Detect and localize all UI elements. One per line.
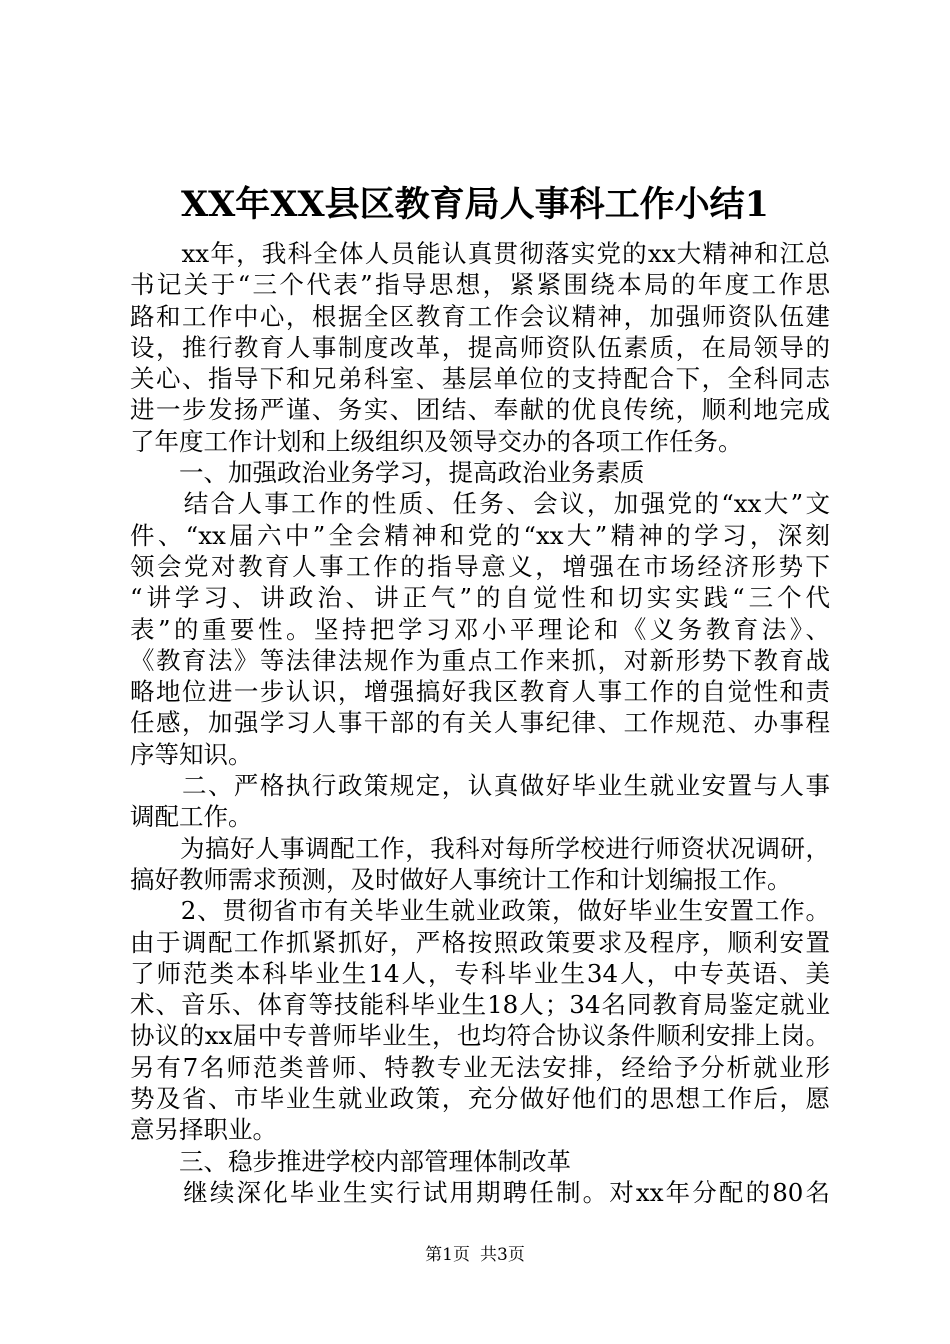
text-line: 路和工作中心，根据全区教育工作会议精神，加强师资队伍建 (130, 301, 830, 331)
text-line: 领会党对教育人事工作的指导意义，增强在市场经济形势下 (130, 551, 830, 581)
text-line: 继续深化毕业生实行试用期聘任制。对xx年分配的80名 (130, 1177, 830, 1207)
text-line: 进一步发扬严谨、务实、团结、奉献的优良传统，顺利地完成 (130, 395, 830, 425)
text-line: 调配工作。 (130, 802, 253, 832)
text-line: 二、严格执行政策规定，认真做好毕业生就业安置与人事 (130, 771, 830, 801)
text-line: 略地位进一步认识，增强搞好我区教育人事工作的自觉性和责 (130, 677, 830, 707)
text-line: 了师范类本科毕业生14人，专科毕业生34人，中专英语、美 (130, 958, 830, 988)
text-line: 势及省、市毕业生就业政策，充分做好他们的思想工作后，愿 (130, 1084, 830, 1114)
text-line: 结合人事工作的性质、任务、会议，加强党的“xx大”文 (130, 489, 830, 519)
document-body (130, 238, 830, 1208)
text-line: 搞好教师需求预测，及时做好人事统计工作和计划编报工作。 (130, 864, 792, 894)
page-number: 第1页 (425, 1245, 470, 1265)
text-line: 关心、指导下和兄弟科室、基层单位的支持配合下，全科同志 (130, 364, 830, 394)
text-line: 书记关于“三个代表”指导思想，紧紧围绕本局的年度工作思 (130, 270, 830, 300)
text-line: 《教育法》等法律法规作为重点工作来抓，对新形势下教育战 (130, 645, 830, 675)
text-line: “讲学习、讲政治、讲正气”的自觉性和切实实践“三个代 (130, 583, 830, 613)
text-line: 了年度工作计划和上级组织及领导交办的各项工作任务。 (130, 426, 743, 456)
document-title: XX年XX县区教育局人事科工作小结1 (181, 184, 769, 225)
text-line: 2、贯彻省市有关毕业生就业政策，做好毕业生安置工作。 (130, 896, 830, 926)
text-line: 协议的xx届中专普师毕业生，也均符合协议条件顺利安排上岗。 (130, 1021, 830, 1051)
text-line: 术、音乐、体育等技能科毕业生18人；34名同教育局鉴定就业 (130, 990, 830, 1020)
text-line: xx年，我科全体人员能认真贯彻落实党的xx大精神和江总 (130, 239, 830, 268)
text-line: 件、“xx届六中”全会精神和党的“xx大”精神的学习，深刻 (130, 520, 830, 550)
text-line: 三、稳步推进学校内部管理体制改革 (130, 1146, 571, 1176)
text-line: 任感，加强学习人事干部的有关人事纪律、工作规范、办事程 (130, 708, 830, 738)
text-line: 设，推行教育人事制度改革，提高师资队伍素质，在局领导的 (130, 332, 830, 362)
text-line: 意另择职业。 (130, 1115, 277, 1145)
text-line: 序等知识。 (130, 739, 253, 769)
page-footer (0, 1240, 950, 1265)
page-total: 共3页 (480, 1245, 525, 1265)
text-line: 由于调配工作抓紧抓好，严格按照政策要求及程序，顺利安置 (130, 927, 830, 957)
text-line: 为搞好人事调配工作，我科对每所学校进行师资状况调研， (130, 833, 830, 863)
text-line: 另有7名师范类普师、特教专业无法安排，经给予分析就业形 (130, 1052, 830, 1082)
text-line: 表”的重要性。坚持把学习邓小平理论和《义务教育法》、 (130, 614, 830, 644)
text-line: 一、加强政治业务学习，提高政治业务素质 (130, 458, 645, 488)
